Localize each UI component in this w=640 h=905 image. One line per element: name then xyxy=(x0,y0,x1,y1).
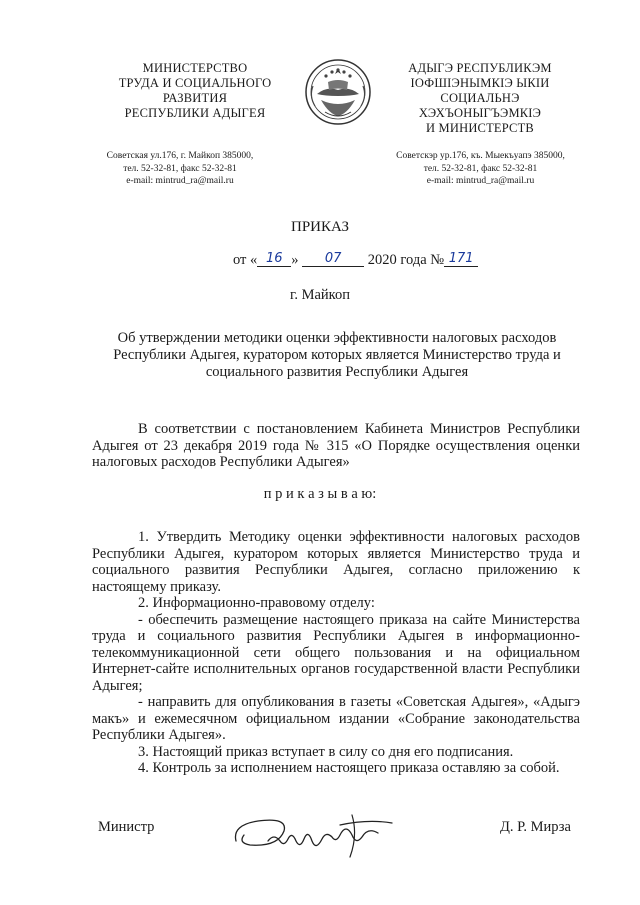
right-address-line: Советскэр ур.176, къ. Мыекъуапэ 385000, xyxy=(396,151,565,161)
month-value: 07 xyxy=(324,251,342,266)
signatory-name: Д. Р. Мирза xyxy=(500,819,571,835)
right-address xyxy=(378,150,583,188)
order-word: п р и к а з ы в а ю: xyxy=(263,486,377,502)
right-header-line: IОФШIЭНЫМКIЭ ЫКIИ xyxy=(410,76,550,90)
day-value: 16 xyxy=(266,251,283,266)
left-address-line: Советская ул.176, г. Майкоп 385000, xyxy=(106,151,254,161)
preamble: В соответствии с постановлением Кабинета Министров Республики Адыгея от 23 декабря 2019 года № 315 «О Порядке осуществления оценки налоговых расходов Республики Адыгея» xyxy=(92,421,580,470)
right-address-line: e-mail: mintrud_ra@mail.ru xyxy=(426,176,535,186)
day-field xyxy=(257,252,291,267)
right-header xyxy=(395,61,565,136)
left-header-line: МИНИСТЕРСТВО xyxy=(142,61,248,75)
signature-icon xyxy=(228,795,408,865)
paragraph: 3. Настоящий приказ вступает в силу со дня его подписания. xyxy=(138,743,514,760)
paragraph: - обеспечить размещение настоящего приказа на сайте Министерства труда и социального развития Республики Адыгея в информационно-телекоммуникационной сети общего пользования и на официальном Интернет-сайте исполнительных органов государственной власти Республики Адыгея; xyxy=(92,611,580,694)
signatory-position: Министр xyxy=(98,819,155,835)
left-header-line: ТРУДА И СОЦИАЛЬНОГО xyxy=(118,76,272,90)
month-field xyxy=(302,252,364,267)
right-address-line: тел. 52-32-81, факс 52-32-81 xyxy=(423,163,538,174)
date-prefix: от « xyxy=(233,252,258,268)
paragraph: - направить для опубликования в газеты «Советская Адыгея», «Адыгэ макъ» и ежемесячном официальном издании «Собрание законодательства Республики Адыгея». xyxy=(92,694,580,743)
coat-of-arms-emblem xyxy=(303,56,373,128)
emblem-icon xyxy=(303,56,373,128)
number-field xyxy=(444,252,478,267)
order-title: ПРИКАЗ xyxy=(291,219,349,235)
order-date-line xyxy=(233,252,478,269)
left-header-line: РЕСПУБЛИКИ АДЫГЕЯ xyxy=(124,106,266,120)
date-mid: » xyxy=(291,252,299,268)
paragraph: 1. Утвердить Методику оценки эффективности налоговых расходов Республики Адыгея, куратором которых является Министерство труда и социального развития Республики Адыгея, согласно приложению к настоящему приказу. xyxy=(92,529,580,595)
order-subject: Об утверждении методики оценки эффективности налоговых расходов Республики Адыгея, куратором которых является Министерство труда и социального развития Республики Адыгея xyxy=(113,330,561,380)
left-address xyxy=(80,150,280,188)
right-header-line: ХЭХЪОНЫГЪЭМКIЭ xyxy=(418,106,542,120)
paragraph: 4. Контроль за исполнением настоящего приказа оставляю за собой. xyxy=(138,760,560,776)
left-header-line: РАЗВИТИЯ xyxy=(162,91,228,105)
left-address-line: e-mail: mintrud_ra@mail.ru xyxy=(126,176,234,186)
number-value: 171 xyxy=(448,251,474,266)
year-text: 2020 года № xyxy=(367,252,445,268)
city: г. Майкоп xyxy=(290,287,350,303)
right-header-line: СОЦИАЛЬНЭ xyxy=(440,91,520,105)
handwritten-signature xyxy=(228,795,408,865)
left-header xyxy=(95,61,295,121)
paragraph: 2. Информационно-правовому отделу: xyxy=(138,595,375,611)
right-header-line: И МИНИСТЕРСТВ xyxy=(426,121,534,135)
right-header-line: АДЫГЭ РЕСПУБЛИКЭМ xyxy=(408,61,552,75)
left-address-line: тел. 52-32-81, факс 52-32-81 xyxy=(123,163,237,174)
order-body xyxy=(92,529,580,777)
